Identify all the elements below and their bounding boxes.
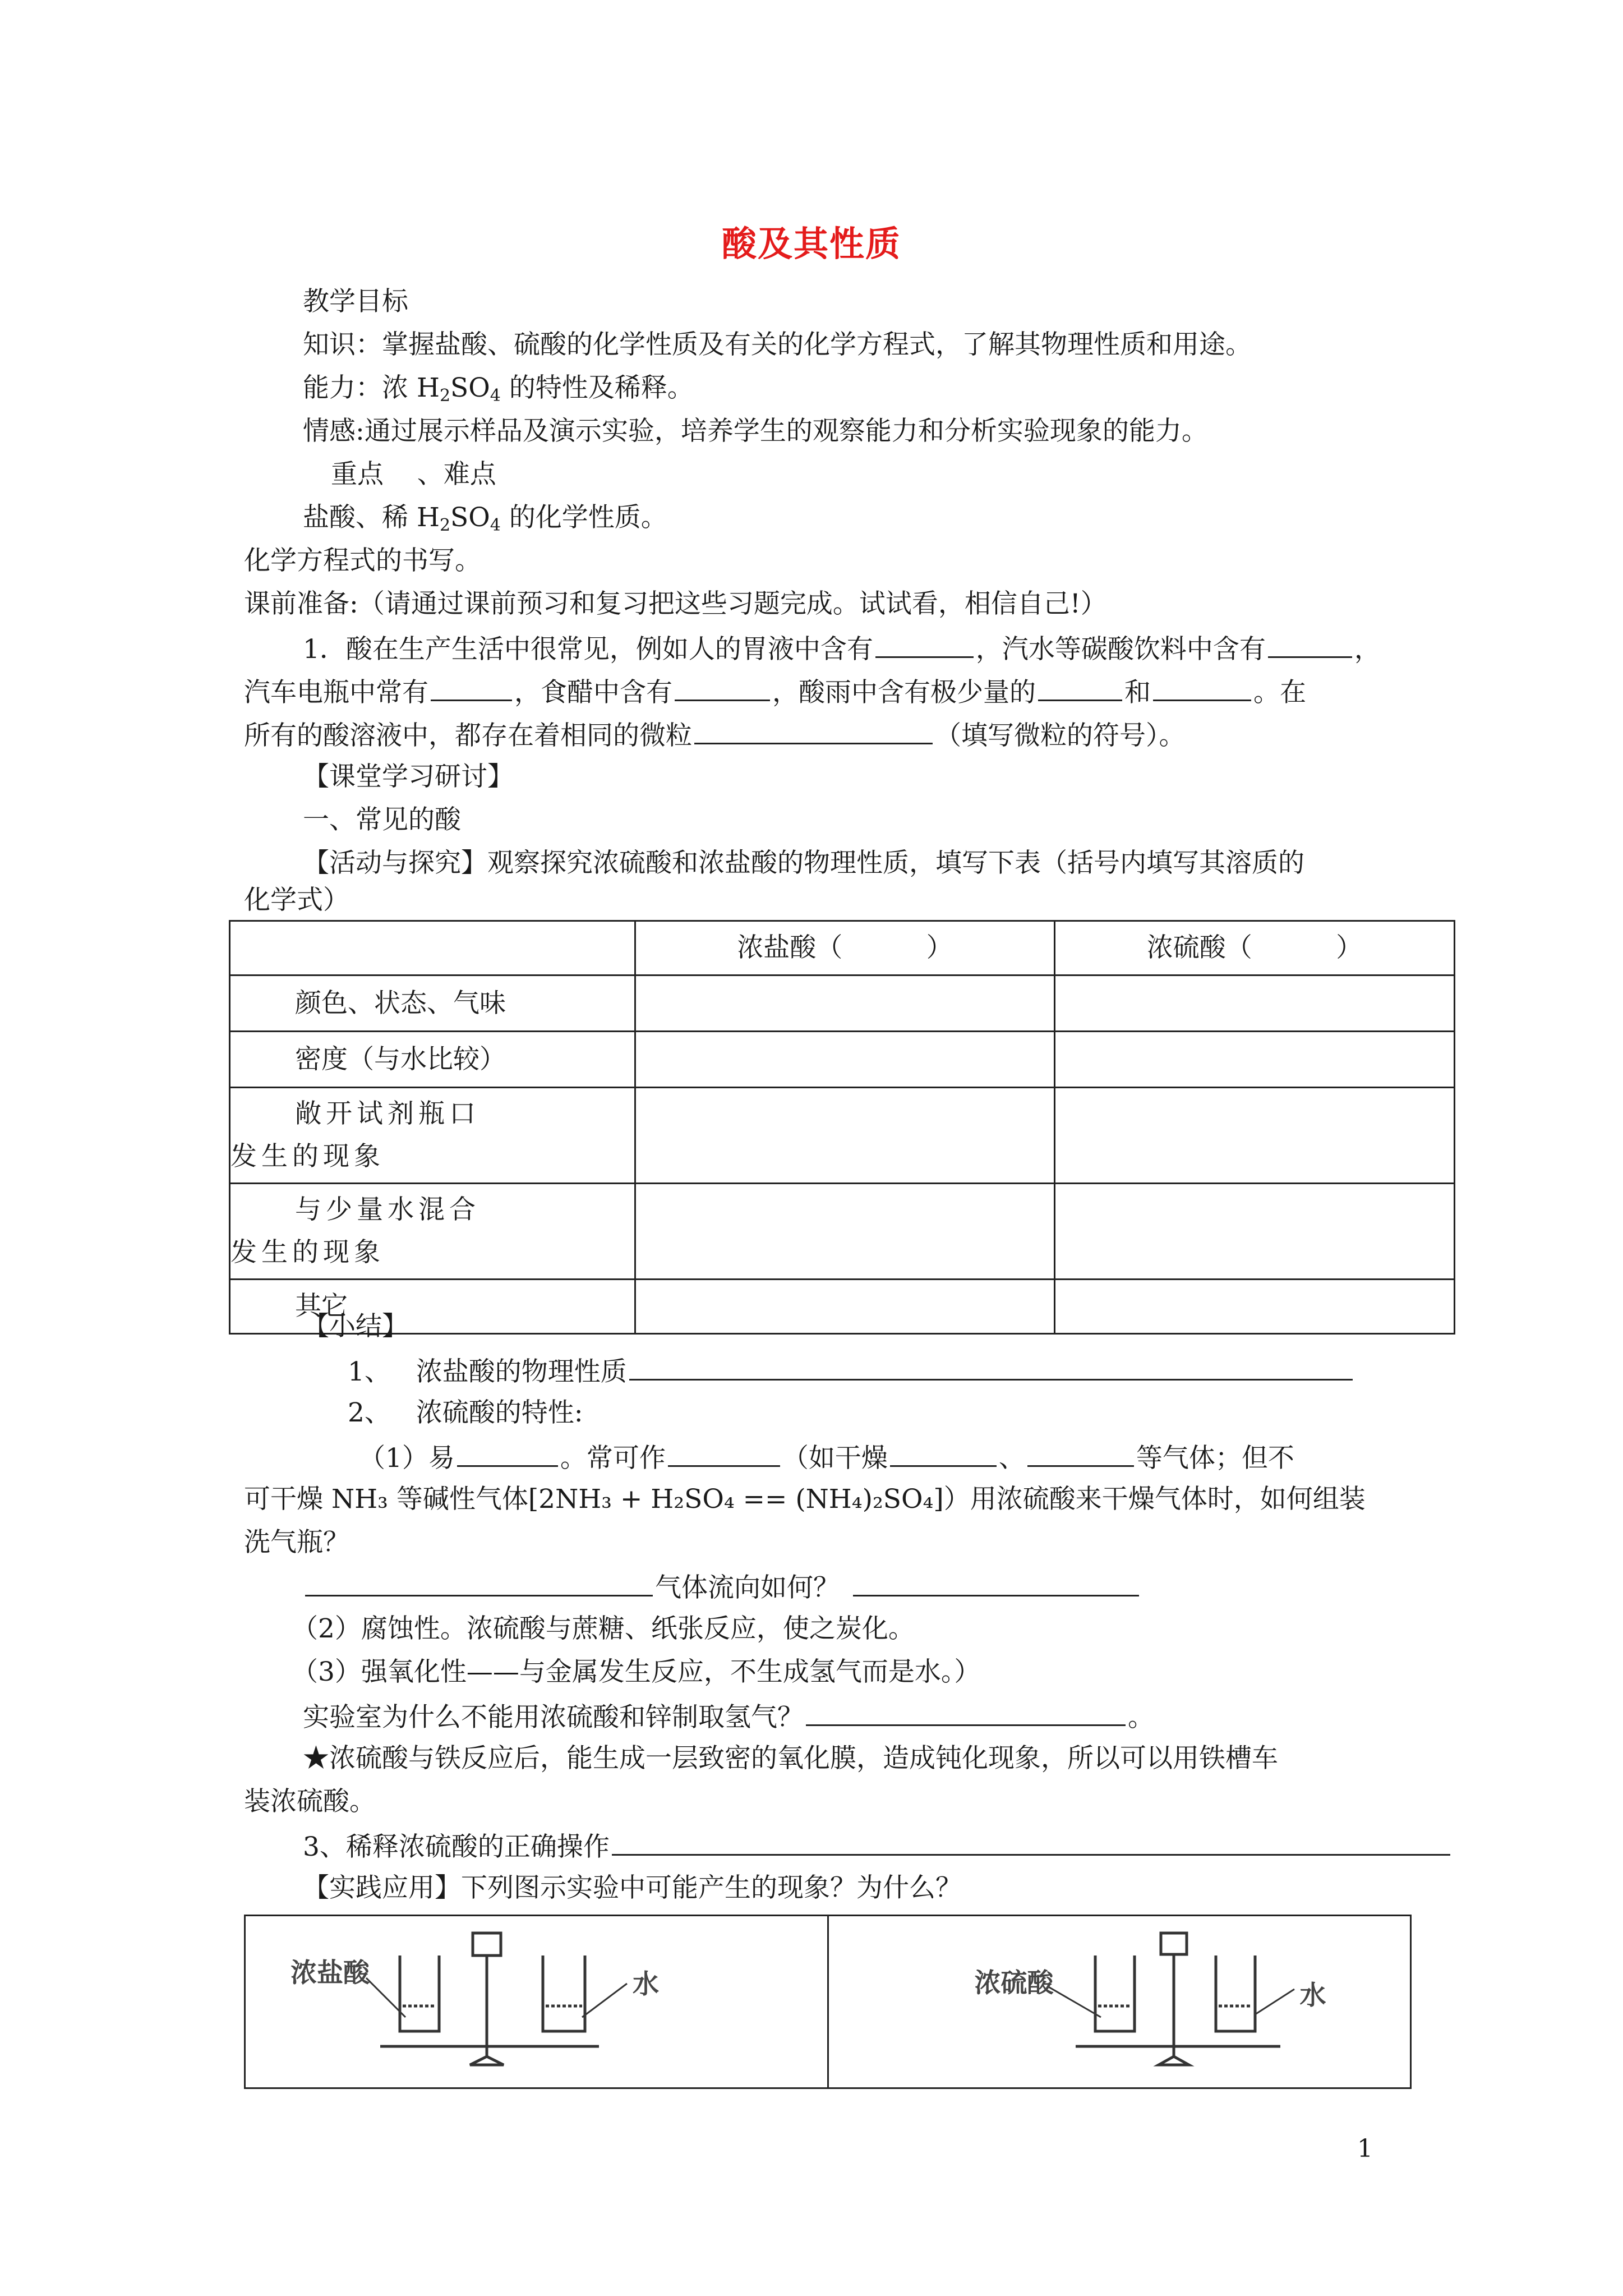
figure-table — [244, 1915, 1412, 2089]
summary-item-2: 2、 浓硫酸的特性: — [348, 1397, 583, 1428]
star-line-2: 装浓硫酸。 — [244, 1786, 376, 1817]
blank-field[interactable] — [890, 1439, 997, 1467]
row-label: 其它 — [230, 1280, 635, 1334]
prep-q1-line1: 1．酸在生产生活中很常见，例如人的胃液中含有 ，汽水等碳酸饮料中含有 ， — [303, 631, 1381, 666]
properties-table — [229, 920, 1455, 1335]
goals-knowledge: 知识：掌握盐酸、硫酸的化学性质及有关的化学方程式，了解其物理性质和用途。 — [303, 329, 1252, 360]
prep-q1-line2: 汽车电瓶中常有 ，食醋中含有 ，酸雨中含有极少量的 和 。在 — [244, 674, 1306, 710]
flow-line: 气体流向如何？ — [303, 1569, 1141, 1605]
blank-field[interactable] — [668, 1439, 780, 1467]
blank-field[interactable] — [305, 1569, 653, 1596]
section-common-acids: 一、常见的酸 — [303, 804, 461, 835]
star-line-1: ★浓硫酸与铁反应后，能生成一层致密的氧化膜，造成钝化现象，所以可以用铁槽车 — [303, 1743, 1278, 1774]
key-point-1: 盐酸、稀 $H_2SO_4$ 的化学性质。 — [303, 502, 667, 535]
label-water: 水 — [633, 1969, 659, 2000]
key-point-2: 化学方程式的书写。 — [244, 545, 481, 576]
balance-diagram-icon — [246, 1916, 806, 2087]
prep-q1-line3: 所有的酸溶液中，都存在着相同的微粒 （填写微粒的符号）。 — [244, 717, 1186, 753]
summary-heading: 【小结】 — [303, 1311, 408, 1342]
col-header-h2so4: 浓硫酸（ ） — [1055, 921, 1455, 976]
blank-field[interactable] — [1027, 1439, 1134, 1467]
answer-cell[interactable] — [1055, 1032, 1455, 1088]
blank-field[interactable] — [1038, 674, 1122, 701]
label-hcl: 浓盐酸 — [291, 1958, 370, 1989]
blank-field[interactable] — [853, 1569, 1139, 1596]
answer-cell[interactable] — [1055, 1088, 1455, 1184]
blank-field[interactable] — [806, 1699, 1126, 1726]
drying-line-3: 洗气瓶？ — [244, 1527, 349, 1558]
blank-field[interactable] — [457, 1439, 558, 1467]
drying-line-1: （1）易 。常可作 （如干燥 、 等气体；但不 — [359, 1439, 1294, 1475]
answer-cell[interactable] — [635, 976, 1055, 1032]
blank-field[interactable] — [875, 631, 974, 658]
practice-heading: 【实践应用】下列图示实验中可能产生的现象？为什么？ — [303, 1872, 962, 1903]
balance-figure-h2so4 — [827, 1916, 1410, 2087]
dilute-line: 3、稀释浓硫酸的正确操作 — [303, 1828, 1453, 1864]
label-h2so4: 浓硫酸 — [974, 1968, 1054, 1999]
lab-question: 实验室为什么不能用浓硫酸和锌制取氢气？ 。 — [303, 1699, 1154, 1734]
answer-cell[interactable] — [1055, 1184, 1455, 1280]
balance-figure-hcl — [246, 1916, 827, 2087]
key-heading: 重点 、难点 — [331, 459, 496, 490]
page-number: 1 — [1357, 2134, 1373, 2163]
activity-line-2: 化学式） — [244, 885, 349, 915]
blank-field[interactable] — [1153, 674, 1251, 701]
blank-field[interactable] — [612, 1828, 1450, 1856]
row-label: 颜色、状态、气味 — [230, 976, 635, 1032]
blank-field[interactable] — [1268, 631, 1352, 658]
classroom-heading: 【课堂学习研讨】 — [303, 761, 514, 792]
blank-field[interactable] — [629, 1353, 1353, 1381]
goals-heading: 教学目标 — [303, 286, 408, 317]
goals-ability: 能力：浓 $H_2SO_4$ 的特性及稀释。 — [303, 372, 694, 406]
blank-field[interactable] — [431, 674, 512, 701]
answer-cell[interactable] — [1055, 976, 1455, 1032]
row-label: 敞开试剂瓶口发生的现象 — [230, 1088, 635, 1184]
blank-field[interactable] — [675, 674, 770, 701]
prep-heading: 课前准备:（请通过课前预习和复习把这些习题完成。试试看，相信自己!） — [244, 588, 1107, 619]
answer-cell[interactable] — [635, 1280, 1055, 1334]
label-water: 水 — [1299, 1980, 1326, 2011]
answer-cell[interactable] — [635, 1032, 1055, 1088]
activity-line-1: 【活动与探究】观察探究浓硫酸和浓盐酸的物理性质，填写下表（括号内填写其溶质的 — [303, 848, 1304, 878]
summary-item-1: 1、 浓盐酸的物理性质 — [348, 1353, 1355, 1389]
row-label: 密度（与水比较） — [230, 1032, 635, 1088]
corrosive-line: （2）腐蚀性。浓硫酸与蔗糖、纸张反应，使之炭化。 — [292, 1613, 915, 1644]
answer-cell[interactable] — [635, 1184, 1055, 1280]
col-header-hcl: 浓盐酸（ ） — [635, 921, 1055, 976]
table-corner — [230, 921, 635, 976]
answer-cell[interactable] — [1055, 1280, 1455, 1334]
goals-emotion: 情感:通过展示样品及演示实验，培养学生的观察能力和分析实验现象的能力。 — [303, 416, 1208, 447]
row-label: 与少量水混合发生的现象 — [230, 1184, 635, 1280]
blank-field[interactable] — [694, 717, 933, 744]
answer-cell[interactable] — [635, 1088, 1055, 1184]
page-title: 酸及其性质 — [721, 223, 901, 264]
oxidizing-line: （3）强氧化性——与金属发生反应，不生成氢气而是水。） — [292, 1657, 981, 1687]
drying-line-2: 可干燥 NH₃ 等碱性气体[2NH₃ + H₂SO₄ == (NH₄)₂SO₄]）用浓硫酸来干燥气体时，如何组装 — [244, 1484, 1366, 1515]
